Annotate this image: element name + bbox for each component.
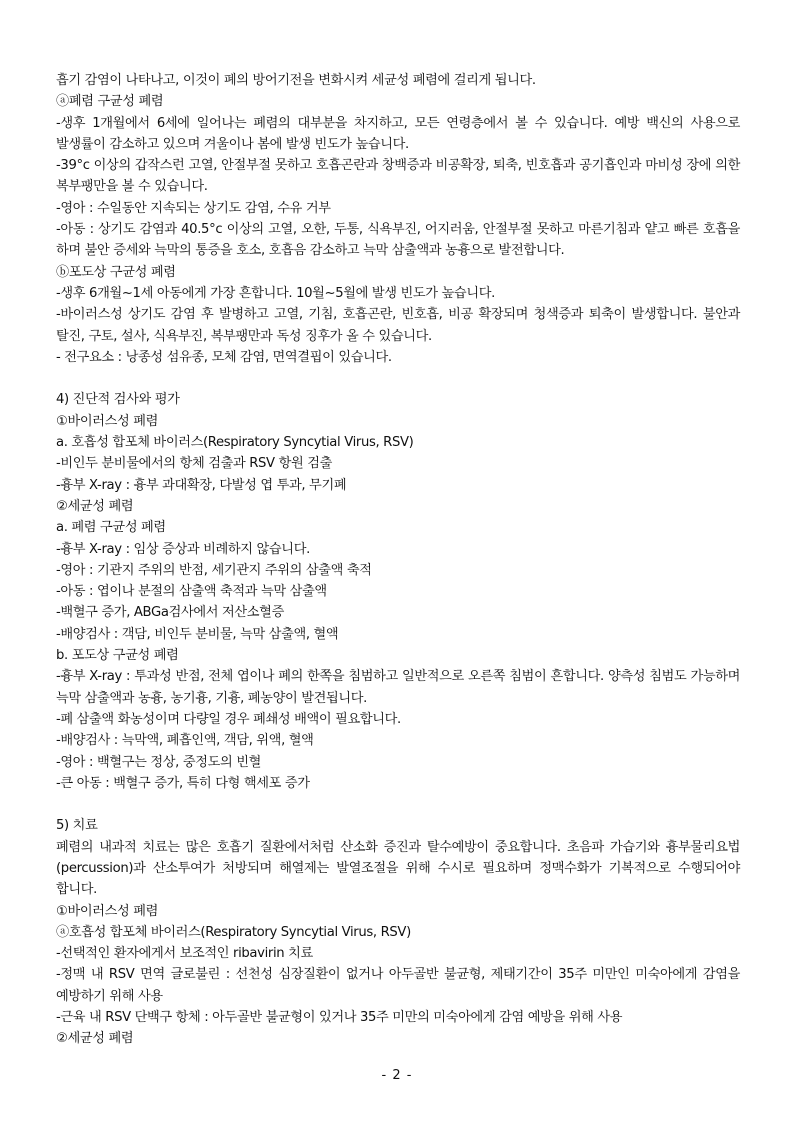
paragraph: -배양검사 : 늑막액, 폐흡인액, 객담, 위액, 혈액 xyxy=(56,733,314,749)
blank-line xyxy=(56,368,740,389)
paragraph: -39°c 이상의 갑작스런 고열, 안절부절 못하고 호흡곤란과 창백증과 비공확장, 퇴축, 빈호흡과 공기흡인과 마비성 장에 의한 복부팽만을 볼 수 있습니다. xyxy=(56,158,740,195)
paragraph: -비인두 분비물에서의 항체 검출과 RSV 항원 검출 xyxy=(56,456,332,472)
paragraph: - 전구요소 : 낭종성 섬유종, 모체 감염, 면역결핍이 있습니다. xyxy=(56,349,392,365)
paragraph: -영아 : 기관지 주위의 반점, 세기관지 주위의 삼출액 축적 xyxy=(56,562,372,578)
paragraph: -아동 : 상기도 감염과 40.5°c 이상의 고열, 오한, 두통, 식욕부진, 어지러움, 안절부절 못하고 마른기침과 얕고 빠른 호흡을 하며 불안 증세와 늑막의 통증을 호소, 호흡음 감소하고 늑막 삼출액과 농흉으로 발전합니다. xyxy=(56,222,740,259)
paragraph: -영아 : 수일동안 지속되는 상기도 감염, 수유 거부 xyxy=(56,200,331,216)
page-number: - 2 - xyxy=(381,1068,413,1083)
paragraph: ②세균성 폐렴 xyxy=(56,1031,134,1047)
paragraph: ⓐ호흡성 합포체 바이러스(Respiratory Syncytial Virus, RSV) xyxy=(56,924,411,940)
paragraph: -배양검사 : 객담, 비인두 분비물, 늑막 삼출액, 혈액 xyxy=(56,626,339,642)
paragraph: -생후 6개월~1세 아동에게 가장 흔합니다. 10월~5월에 발생 빈도가 높습니다. xyxy=(56,285,495,301)
paragraph: 흡기 감염이 나타나고, 이것이 폐의 방어기전을 변화시켜 세균성 폐렴에 걸리게 됩니다. xyxy=(56,73,536,88)
paragraph: -흉부 X-ray : 흉부 과대확장, 다발성 엽 투과, 무기폐 xyxy=(56,477,347,493)
paragraph: -바이러스성 상기도 감염 후 발병하고 고열, 기침, 호흡곤란, 빈호흡, 비공 확장되며 청색증과 퇴축이 발생합니다. 불안과 탈진, 구토, 설사, 식욕부진, 복부팽만과 독성 징후가 올 수 있습니다. xyxy=(56,307,740,344)
paragraph: -정맥 내 RSV 면역 글로불린 : 선천성 심장질환이 없거나 아두골반 불균형, 제태기간이 35주 미만인 미숙아에게 감염을 예방하기 위해 사용 xyxy=(56,967,740,1004)
paragraph: -생후 1개월에서 6세에 일어나는 폐렴의 대부분을 차지하고, 모든 연령층에서 볼 수 있습니다. 예방 백신의 사용으로 발생률이 감소하고 있으며 겨울이나 봄에 발생 빈도가 높습니다. xyxy=(56,115,740,152)
paragraph: -흉부 X-ray : 임상 증상과 비례하지 않습니다. xyxy=(56,541,310,557)
paragraph: a. 호흡성 합포체 바이러스(Respiratory Syncytial Virus, RSV) xyxy=(56,435,414,451)
paragraph: a. 폐렴 구균성 폐렴 xyxy=(56,520,166,536)
paragraph: b. 포도상 구균성 폐렴 xyxy=(56,648,179,664)
paragraph: ①바이러스성 폐렴 xyxy=(56,903,159,919)
paragraph: 5) 치료 xyxy=(56,818,98,834)
paragraph: 4) 진단적 검사와 평가 xyxy=(56,392,180,408)
paragraph: -근육 내 RSV 단백구 항체 : 아두골반 불균형이 있거나 35주 미만의 미숙아에게 감염 예방을 위해 사용 xyxy=(56,1010,623,1026)
paragraph: ①바이러스성 폐렴 xyxy=(56,413,159,429)
paragraph: -백혈구 증가, ABGa검사에서 저산소혈증 xyxy=(56,605,284,621)
paragraph: 폐렴의 내과적 치료는 많은 호흡기 질환에서처럼 산소화 증진과 탈수예방이 중요합니다. 초음파 가습기와 흉부물리요법(percussion)과 산소투여가 처방되며 해열제는 발열조절을 위해 수시로 필요하며 정맥수화가 기복적으로 수행되어야 합니다. xyxy=(56,839,740,898)
paragraph: -선택적인 환자에게서 보조적인 ribavirin 치료 xyxy=(56,946,313,962)
paragraph: ⓐ폐렴 구균성 폐렴 xyxy=(56,94,164,110)
blank-line xyxy=(56,794,740,815)
paragraph: -영아 : 백혈구는 정상, 중정도의 빈혈 xyxy=(56,754,261,770)
paragraph: ②세균성 폐렴 xyxy=(56,498,134,514)
paragraph: -아동 : 엽이나 분절의 삼출액 축적과 늑막 삼출액 xyxy=(56,584,327,600)
paragraph: -흉부 X-ray : 투과성 반점, 전체 엽이나 폐의 한쪽을 침범하고 일반적으로 오른쪽 침범이 흔합니다. 양측성 침범도 가능하며 늑막 삼출액과 농흉, 농기흉, 기흉, 폐농양이 발견됩니다. xyxy=(56,669,740,706)
document-body xyxy=(56,70,740,1050)
paragraph: ⓑ포도상 구균성 폐렴 xyxy=(56,264,176,280)
paragraph: -폐 삼출액 화농성이며 다량일 경우 폐쇄성 배액이 필요합니다. xyxy=(56,711,401,727)
paragraph: -큰 아동 : 백혈구 증가, 특히 다형 핵세포 증가 xyxy=(56,775,310,791)
